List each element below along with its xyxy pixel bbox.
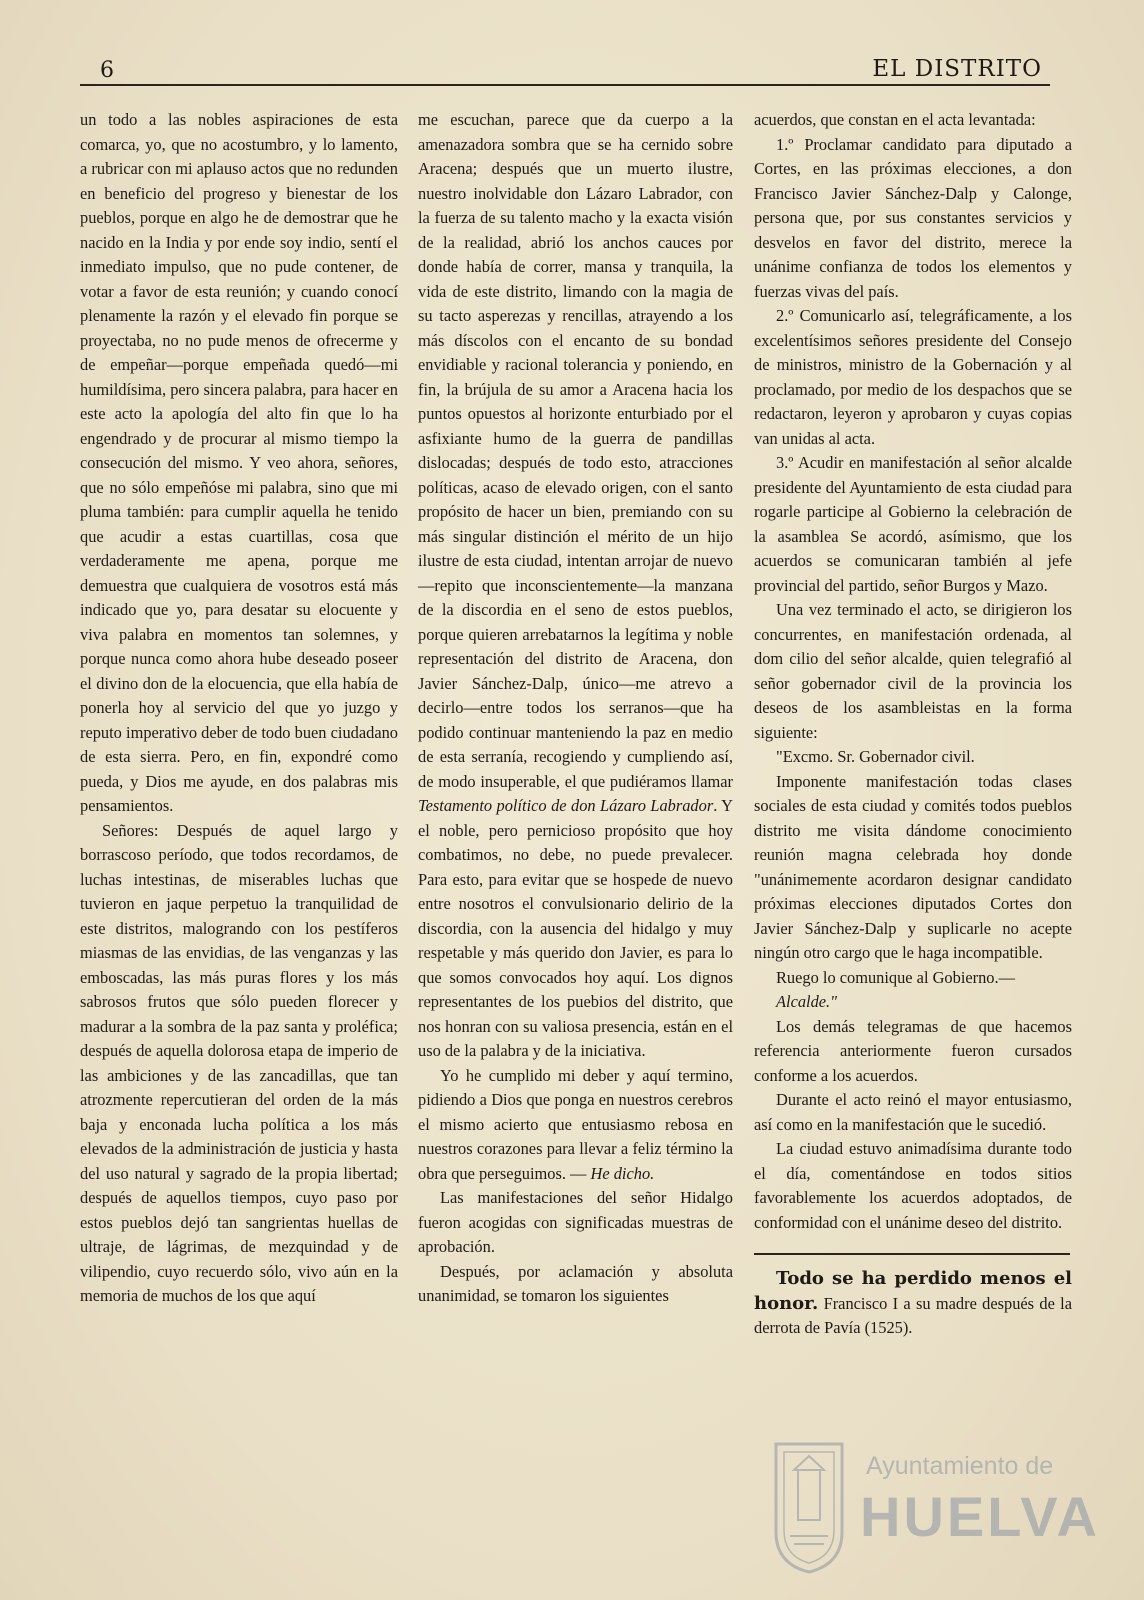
column-3 (754, 108, 1072, 1341)
telegram-body: Imponente manifestación todas clases sociales de esta ciudad y comités todos pueblos distrito me visita dándome conocimiento reunión magna celebrada hoy donde "unánimemente acordaron designar candidato próximas elecciones diputados Cortes don Javier Sánchez-Dalp y suplicarle no acepte ningún otro cargo que le haga incompatible. (754, 771, 1072, 962)
col2-text: me escuchan, parece que da cuerpo a la amenazadora sombra que se ha cernido sobre Aracena; después que un muerto ilustre, nuestro inolvidable don Lázaro Labrador, con la fuerza de su talento macho y la exacta visión de la realidad, abrió los anchos cauces por donde había de correr, mansa y tranquila, la vida de este distrito, limando con la magia de su tacto asperezas y rencillas, atrayendo a los más díscolos con el encanto de su bondad envidiable y racional tolerancia y poniendo, en fin, la brújula de su amor a Aracena hacia los puntos opuestos al horizonte enturbiado por el asfixiante humo de la guerra de pandillas dislocadas; después de todo esto, atracciones políticas, acaso de elevado origen, con el santo propósito de hacer un bien, premiando con su más singular distinción el mérito de un hijo ilustre de esta ciudad, intentan arrojar de nuevo—repito que inconscientemente—la manzana de la discordia en el seno de estos pueblos, porque quieren arrebatarnos la legítima y noble representación del distrito de Aracena, don Javier Sánchez-Dalp, único—me atrevo a decirlo—entre todos los serranos—que ha podido continuar manteniendo la paz en medio de esta serranía, recogiendo y cumpliendo así, de modo insuperable, el que pudiéramos llamar (418, 110, 733, 791)
resolution-1: 1.º Proclamar candidato para diputado a Cortes, en las próximas elecciones, a don Francisco Javier Sánchez-Dalp y Calonge, persona que, por sus constantes servicios y desvelos en favor del distrito, merece la unánime confianza de todos los elementos y fuerzas vivas del país. (754, 134, 1072, 301)
col2-text: . Y el noble, pero pernicioso propósito que hoy combatimos, no debe, no puede prevalecer. Para esto, para evitar que se hospede de nuevo entre nosotros el convulsionario delirio de la discordia, con la ausencia del hidalgo y muy respetable y más querido don Javier, es para lo que somos convocados hoy aquí. Los dignos representantes de los puebios del distrito, que nos honran con su valiosa presencia, están en el uso de la palabra y de la iniciativa. (418, 796, 733, 1060)
col3-paragraph: Durante el acto reinó el mayor entusiasmo, así como en la manifestación que le sucedió. (754, 1090, 1072, 1134)
col2-paragraph (418, 108, 733, 1064)
telegram-request: Ruego lo comunique al Gobierno.— (776, 967, 1015, 987)
motto-quote (754, 1267, 1072, 1341)
col2-paragraph: Después, por aclamación y absoluta unanimidad, se tomaron los siguientes (418, 1261, 733, 1305)
col3-paragraph: acuerdos, que constan en el acta levantada: (754, 110, 1036, 129)
journal-title: EL DISTRITO (872, 56, 1042, 82)
header-rule (80, 84, 1050, 86)
col3-paragraph: Una vez terminado el acto, se dirigieron los concurrentes, en manifestación ordenada, al dom cilio del señor alcalde, quien telegrafió al señor gobernador civil de la provincia los deseos de los asambleistas en la forma siguiente: (754, 600, 1072, 742)
page-header (80, 54, 1050, 84)
archive-watermark (770, 1440, 1100, 1585)
col1-paragraph: un todo a las nobles aspiraciones de esta comarca, yo, que no acostumbro, y lo lamento, a rubricar con mi aplauso actos que no redunden en beneficio del progreso y bienestar de los pueblos, porque en algo he de demostrar que he nacido en la India y por ende soy indio, sentí el inmediato impulso, que no pude contener, de votar a favor de esta reunión; y cuando conocí plenamente la razón y el elevado fin porque se proyectaba, no no pude menos de ofrecerme y de empeñar—porque empeñada quedó—mi humildísima, pero sincera palabra, para hacer en este acto la apología del alto fin que lo ha engendrado y de procurar al mismo tiempo la consecución del mismo. Y veo ahora, señores, que no sólo empeñóse mi palabra, sino que mi pluma también: para cumplir aquella he tenido que acudir a estas cuartillas, cosa que verdaderamente me apena, porque me demuestra que cualquiera de vosotros está más indicado que yo, para desatar su elocuente y viva palabra en momentos tan solemnes, y porque nunca como ahora hube deseado poseer el divino don de la elocuencia, que ella había de ponerla hoy al servicio del que yo juzgo y reputo imperativo deber de todo buen ciudadano de esta sierra. Pero, en fin, expondré como pueda, y Dios me ayude, en dos palabras mis pensamientos. (80, 110, 398, 815)
watermark-line-2: HUELVA (860, 1485, 1100, 1548)
page-number: 6 (100, 58, 114, 83)
col2-paragraph: Las manifestaciones del señor Hidalgo fueron acogidas con significadas muestras de aprobación. (418, 1188, 733, 1256)
coat-of-arms-icon (770, 1440, 848, 1575)
col3-paragraph: La ciudad estuvo animadísima durante todo el día, comentándose en todos sitios favorablemente los acuerdos adoptados, de conformidad con el unánime deseo del distrito. (754, 1139, 1072, 1232)
telegram-signature-text: Alcalde." (776, 992, 838, 1011)
telegram-salutation: "Excmo. Sr. Gobernador civil. (776, 747, 975, 766)
section-divider (754, 1253, 1070, 1255)
resolution-2: 2.º Comunicarlo así, telegráficamente, a los excelentísimos señores presidente del Consejo de ministros, ministro de la Gobernación y al proclamado, por medio de los despachos que se redactaron, leyeron y aprobaron y cuyas copias van unidas al acta. (754, 306, 1072, 448)
col2-paragraph (418, 1064, 733, 1187)
col3-paragraph: Los demás telegramas de que hacemos referencia anteriormente fueron cursados conforme a los acuerdos. (754, 1016, 1072, 1085)
resolution-3: 3.º Acudir en manifestación al señor alcalde presidente del Ayuntamiento de esta ciudad para rogarle participe al Gobierno la celebración de la asamblea Se acordó, asímismo, que los acuerdos se comunicaran también al jefe provincial del partido, señor Burgos y Mazo. (754, 453, 1072, 595)
col2-italic-title: Testamento político de don Lázaro Labrador (418, 796, 714, 815)
col1-paragraph: Señores: Después de aquel largo y borrascoso período, que todos recordamos, de luchas intestinas, de miserables luchas que tuvieron en jaque perpetuo la tranquilidad de este distritos, malogrando con los pestíferos miasmas de las envidias, de las venganzas y las emboscadas, las más puras flores y los más sabrosos frutos que sólo pueden florecer y madurar a la sombra de la paz santa y proléfica; después de aquella dolorosa etapa de imperio de las ambiciones y de las zancadillas, que tan atrozmente repercutieran del orden de la más baja y enconada lucha política a los más elevados de la administración de justicia y hasta del uso natural y sagrado de la propia libertad; después de aquellos tiempos, cuyo paso por estos pueblos dejó tan sangrientas huellas de ultraje, de lágrimas, de mezquindad y de vilipendio, cuyo recuerdo sólo, vivo aún en la memoria de muchos de los que aquí (80, 820, 398, 1305)
col2-text: Yo he cumplido mi deber y aquí termino, pidiendo a Dios que ponga en nuestros cerebros el mismo acierto que entusiasmo rebosa en nuestros corazones para llevar a feliz término la obra que perseguimos. — (418, 1065, 733, 1183)
telegram-signature (754, 990, 1072, 1015)
motto-attribution: Francisco I a su madre después de la derrota de Pavía (1525). (754, 1293, 1072, 1337)
col2-italic-closing: He dicho. (590, 1163, 655, 1183)
column-2 (418, 108, 733, 1309)
motto-bold: Todo se ha perdido menos el honor. (754, 1268, 1072, 1314)
watermark-line-1: Ayuntamiento de (866, 1452, 1054, 1480)
column-1 (80, 108, 398, 1309)
